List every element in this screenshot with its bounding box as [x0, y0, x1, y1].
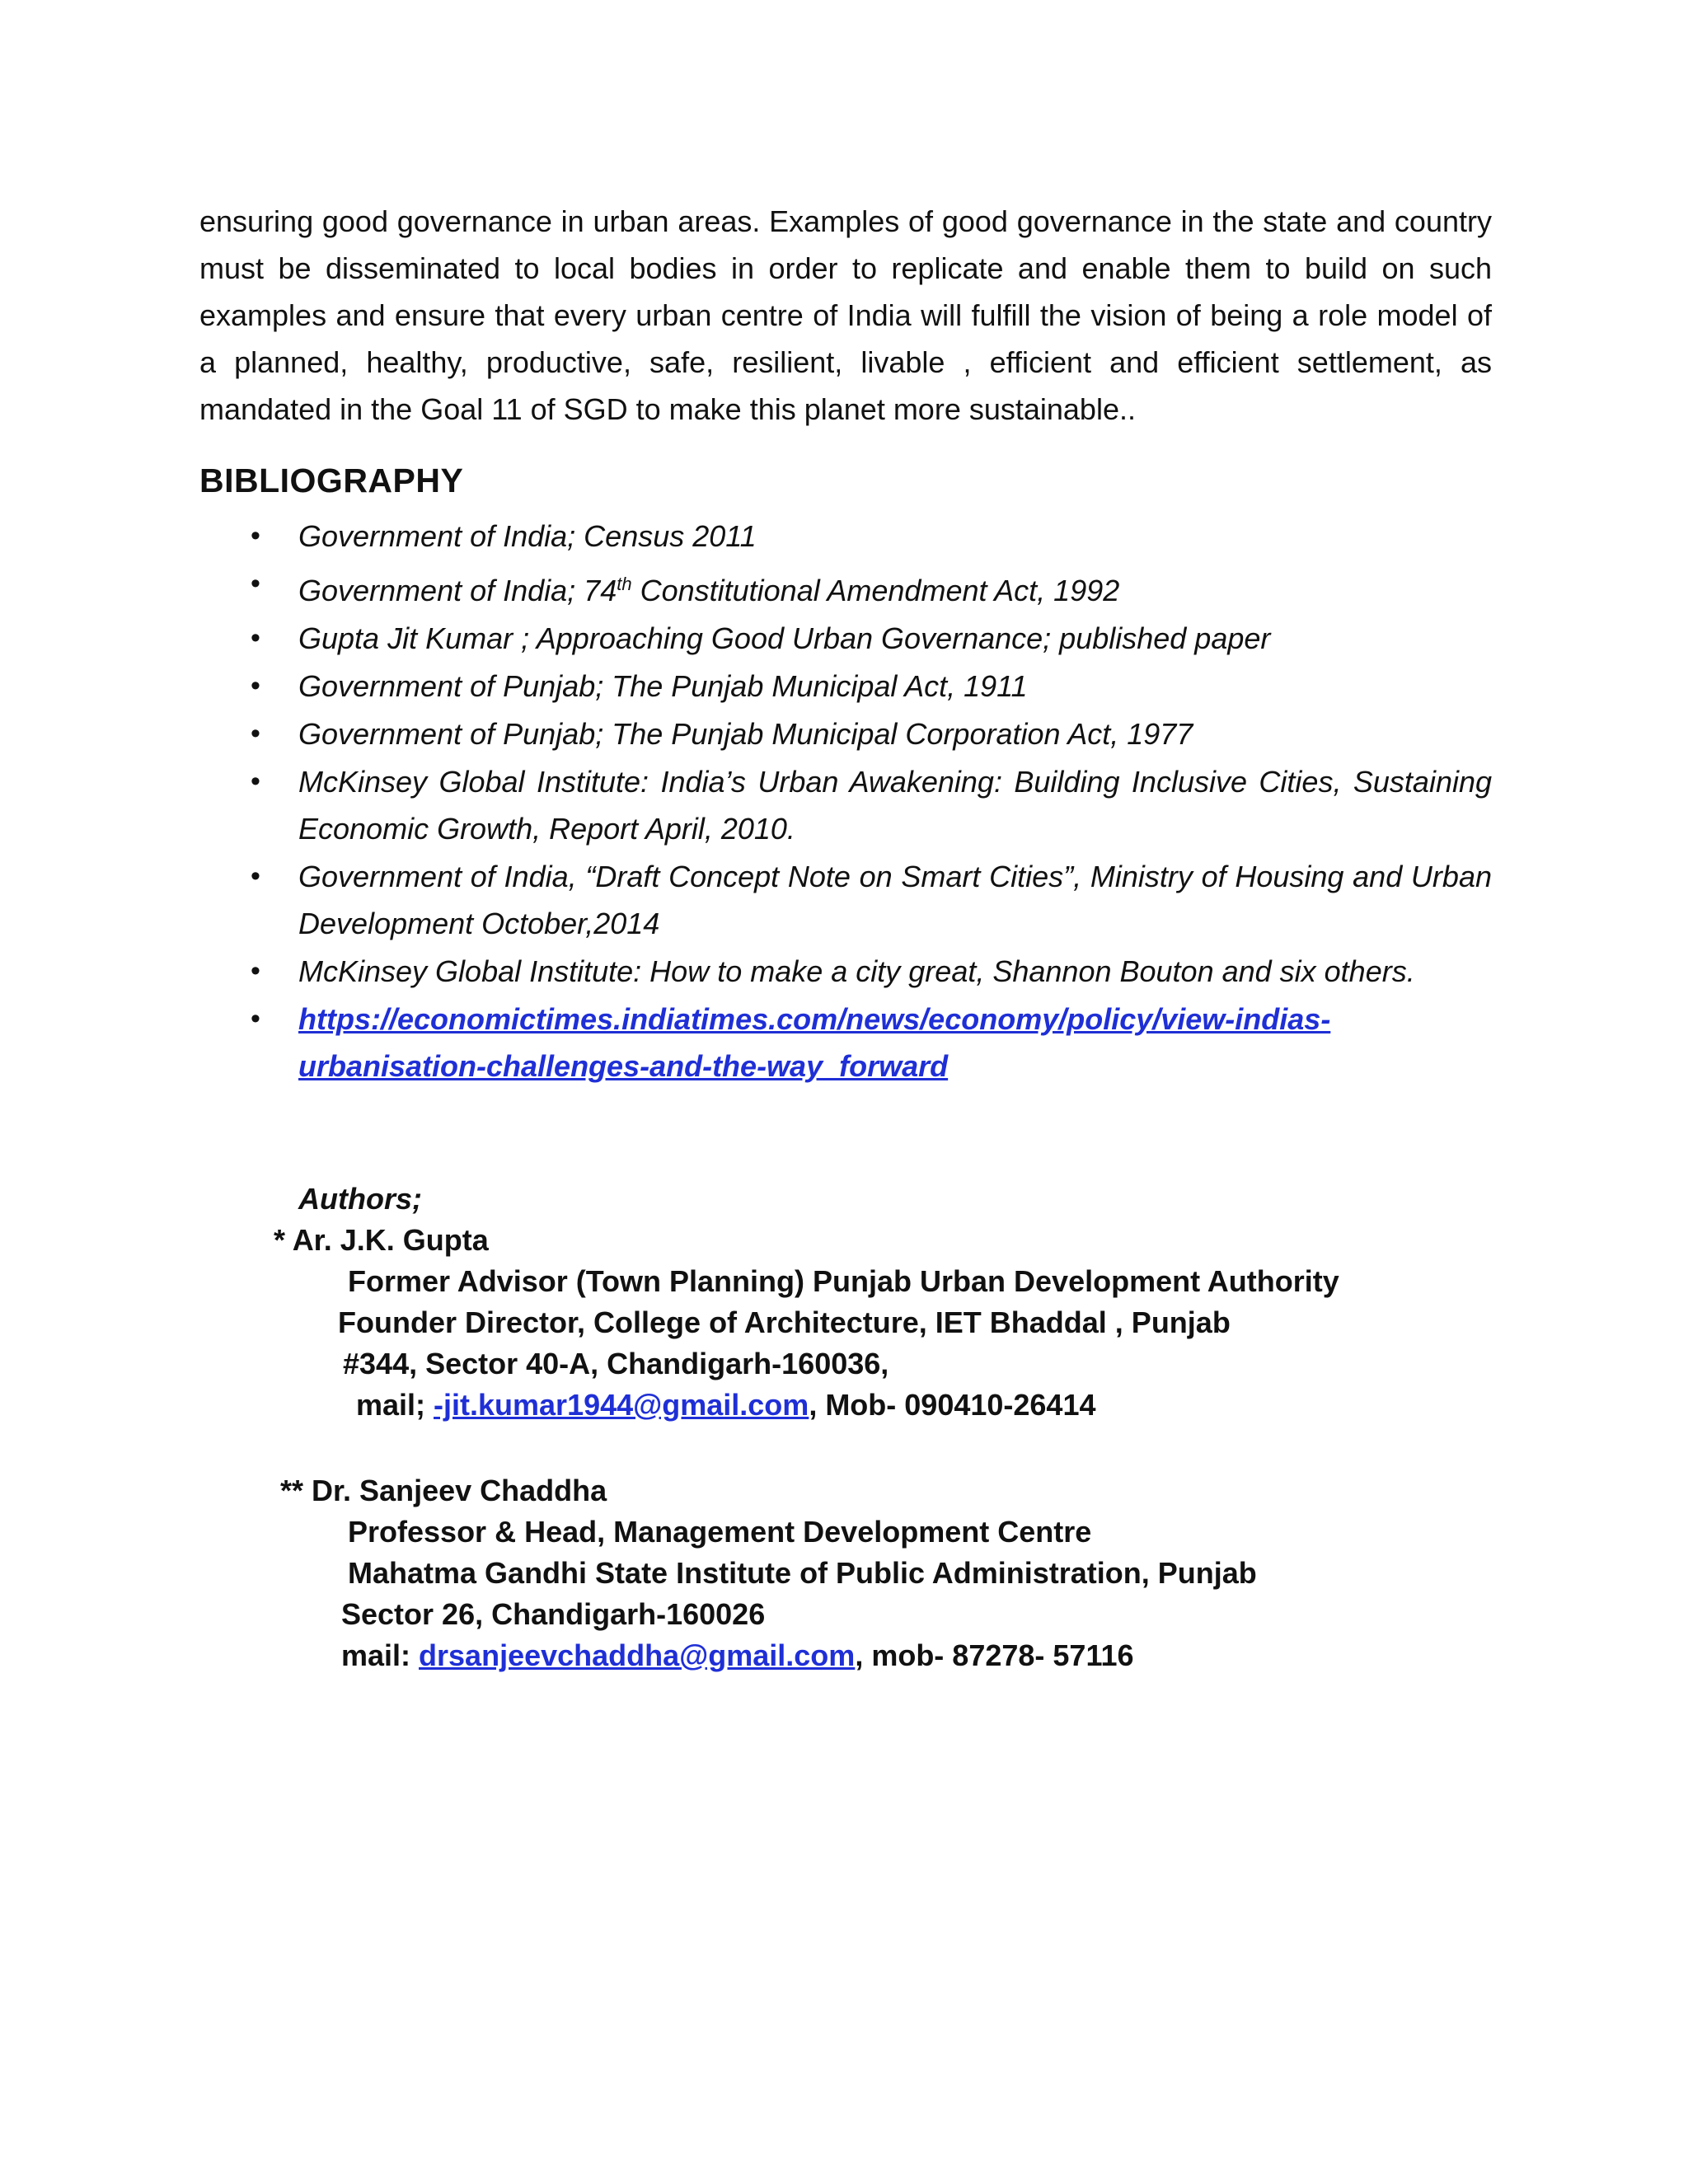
author-address: #344, Sector 40-A, Chandigarh-160036,: [343, 1347, 889, 1380]
author-name-line: [274, 1223, 489, 1258]
bullet-icon: •: [251, 568, 260, 599]
author-address: Sector 26, Chandigarh-160026: [341, 1597, 766, 1631]
bibliography-item-text: McKinsey Global Institute: How to make a city great, Shannon Bouton and six others.: [298, 954, 1415, 988]
author-affiliation: Mahatma Gandhi State Institute of Public Administration, Punjab: [348, 1556, 1257, 1590]
author-affiliation: Founder Director, College of Architecture, IET Bhaddal , Punjab: [338, 1305, 1231, 1339]
bibliography-link[interactable]: https://economictimes.indiatimes.com/news/economy/policy/view-indias-urbanisation-challenges-and-the-way_forward: [298, 1002, 1331, 1083]
mail-label: mail:: [341, 1638, 420, 1672]
author-contact-line: [356, 1388, 1096, 1422]
body-paragraph: ensuring good governance in urban areas. Examples of good governance in the state and country must be disseminated to local bodies in order to replicate and enable them to build on such examples and ensure that every urban centre of India will fulfill the vision of being a role model of a planned, healthy, productive, safe, resilient, livable , efficient and efficient settlement, as mandated in the Goal 11 of SGD to make this planet more sustainable..: [199, 204, 1492, 426]
bibliography-item-text: Government of India; 74: [298, 574, 617, 607]
bibliography-item: [199, 853, 1492, 947]
bibliography-list: [199, 513, 1492, 1090]
bibliography-item: [199, 513, 1492, 560]
bullet-icon: •: [251, 860, 260, 892]
authors-label: Authors;: [298, 1182, 422, 1216]
bullet-icon: •: [251, 955, 260, 987]
email-link[interactable]: -jit.kumar1944@gmail.com: [434, 1388, 809, 1422]
author-marker: *: [274, 1223, 293, 1257]
bibliography-item: [199, 663, 1492, 710]
author-contact-line: [341, 1638, 1134, 1673]
bibliography-item-text: McKinsey Global Institute: India’s Urban Awakening: Building Inclusive Cities, Sustaining Economic Growth, Report April, 2010.: [298, 765, 1492, 846]
bibliography-item: [199, 615, 1492, 662]
bibliography-heading: BIBLIOGRAPHY: [199, 462, 464, 499]
bullet-icon: •: [251, 718, 260, 749]
bullet-icon: •: [251, 670, 260, 701]
bibliography-item: [199, 948, 1492, 995]
bibliography-item-text: Government of Punjab; The Punjab Municipal Corporation Act, 1977: [298, 717, 1193, 751]
bibliography-item: [199, 560, 1492, 614]
mobile-text: , Mob- 090410-26414: [809, 1388, 1096, 1422]
mail-label: mail;: [356, 1388, 434, 1422]
bullet-icon: •: [251, 1003, 260, 1034]
author-affiliation: Professor & Head, Management Development Centre: [348, 1515, 1092, 1549]
bullet-icon: •: [251, 766, 260, 797]
author-name: Dr. Sanjeev Chaddha: [312, 1474, 607, 1507]
author-affiliation: Former Advisor (Town Planning) Punjab Urban Development Authority: [348, 1264, 1339, 1298]
bullet-icon: •: [251, 622, 260, 654]
bibliography-item-text: Gupta Jit Kumar ; Approaching Good Urban Governance; published paper: [298, 621, 1271, 655]
bullet-icon: •: [251, 520, 260, 551]
bibliography-item: [199, 710, 1492, 757]
bibliography-item-text: Government of Punjab; The Punjab Municipal Act, 1911: [298, 669, 1028, 703]
author-marker: **: [280, 1474, 312, 1507]
bibliography-item-text: Constitutional Amendment Act, 1992: [631, 574, 1120, 607]
author-name: Ar. J.K. Gupta: [292, 1223, 489, 1257]
superscript-text: th: [617, 574, 632, 594]
author-name-line: [280, 1474, 607, 1508]
bibliography-item-text: Government of India, “Draft Concept Note on Smart Cities”, Ministry of Housing and Urban Development October,2014: [298, 860, 1492, 940]
bibliography-item: [199, 758, 1492, 852]
bibliography-item-text: Government of India; Census 2011: [298, 519, 757, 553]
email-link[interactable]: drsanjeevchaddha@gmail.com: [419, 1638, 856, 1672]
mobile-text: , mob- 87278- 57116: [855, 1638, 1134, 1672]
bibliography-item: [199, 996, 1492, 1090]
